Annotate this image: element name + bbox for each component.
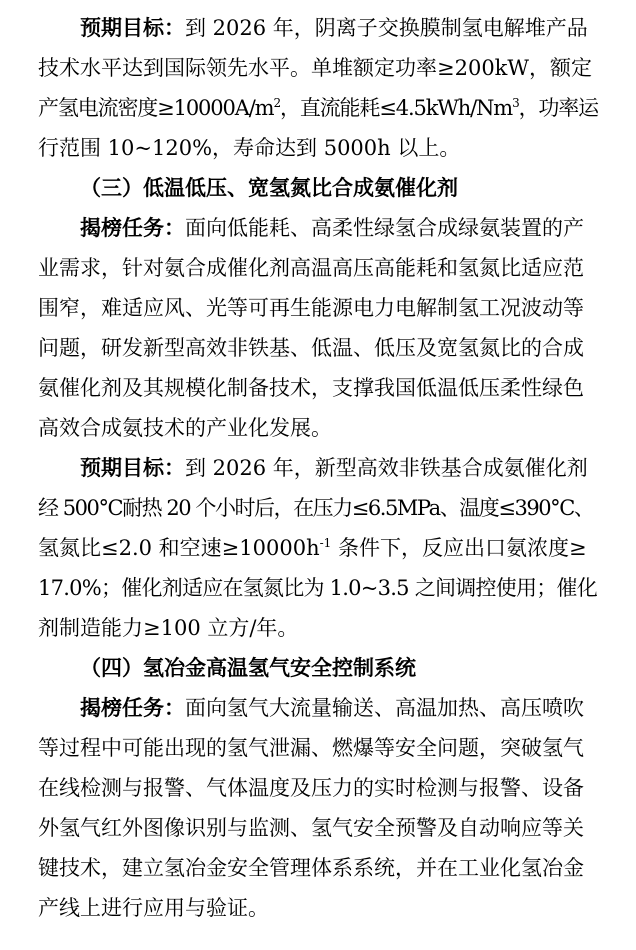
superscript: -1 [319,536,332,550]
paragraph-line [38,328,598,368]
line-text: 到 2026 年，新型高效非铁基合成氨催化剂 [185,456,588,480]
paragraph-line [80,688,600,728]
line-text: 行范围 10~120%，寿命达到 5000h 以上。 [38,136,461,160]
paragraph-line [38,848,598,888]
line-text: 在线检测与报警、气体温度及压力的实时检测与报警、设备 [38,776,584,800]
line-text: 面向氢气大流量输送、高温加热、高压喷吹 [185,696,584,720]
paragraph-line [80,448,600,488]
paragraph-line [38,128,598,168]
heading-text: （四）氢冶金高温氢气安全控制系统 [80,656,416,680]
heading-text: （三）低温低压、宽氢氮比合成氨催化剂 [80,176,458,200]
paragraph-line [38,368,598,408]
line-text: 17.0%；催化剂适应在氢氮比为 1.0~3.5 之间调控使用；催化 [38,576,597,600]
line-text: 技术水平达到国际领先水平。单堆额定功率≥200kW，额定 [38,56,592,80]
section-label: 揭榜任务： [80,696,185,720]
paragraph-line [80,8,600,48]
line-text: 氢氮比≤2.0 和空速≥10000h [38,536,320,560]
paragraph-line [38,288,598,328]
paragraph-line [38,488,598,528]
paragraph-line [38,728,598,768]
section-label: 预期目标： [80,456,185,480]
line-text: ，功率运 [518,96,599,120]
paragraph-line [38,528,598,568]
paragraph-line [38,608,598,648]
paragraph-line [38,768,598,808]
paragraph-line [38,248,598,288]
line-text: 产氢电流密度≥10000A/m [38,96,274,120]
superscript: 2 [273,96,280,110]
paragraph-line [38,808,598,848]
section-label: 预期目标： [80,16,185,40]
line-text: 围窄，难适应风、光等可再生能源电力电解制氢工况波动等 [38,296,584,320]
paragraph-line [38,568,598,608]
line-text: 产线上进行应用与验证。 [38,896,269,920]
line-text: 经 500°C耐热 20 个小时后，在压力≤6.5MPa、温度≤390°C、 [38,496,594,520]
line-text: 面向低能耗、高柔性绿氢合成绿氨装置的产 [185,216,584,240]
line-text: 氨催化剂及其规模化制备技术，支撑我国低温低压柔性绿色 [38,376,584,400]
paragraph-line [38,408,598,448]
paragraph-line [38,888,598,928]
line-text: 等过程中可能出现的氢气泄漏、燃爆等安全问题，突破氢气 [38,736,584,760]
line-text: 条件下，反应出口氨浓度≥ [331,536,587,560]
line-text: 高效合成氨技术的产业化发展。 [38,416,332,440]
line-text: 外氢气红外图像识别与监测、氢气安全预警及自动响应等关 [38,816,584,840]
line-text: 问题，研发新型高效非铁基、低温、低压及宽氢氮比的合成 [38,336,584,360]
paragraph-line [80,208,600,248]
section-label: 揭榜任务： [80,216,185,240]
superscript: 3 [512,96,519,110]
section-heading [80,648,600,688]
paragraph-line [38,88,598,128]
line-text: 业需求，针对氨合成催化剂高温高压高能耗和氢氮比适应范 [38,256,584,280]
line-text: 剂制造能力≥100 立方/年。 [38,616,299,640]
paragraph-line [38,48,598,88]
line-text: ，直流能耗≤4.5kWh/Nm [279,96,513,120]
section-heading [80,168,600,208]
line-text: 键技术，建立氢冶金安全管理体系系统，并在工业化氢冶金 [38,856,584,880]
line-text: 到 2026 年，阴离子交换膜制氢电解堆产品 [185,16,588,40]
